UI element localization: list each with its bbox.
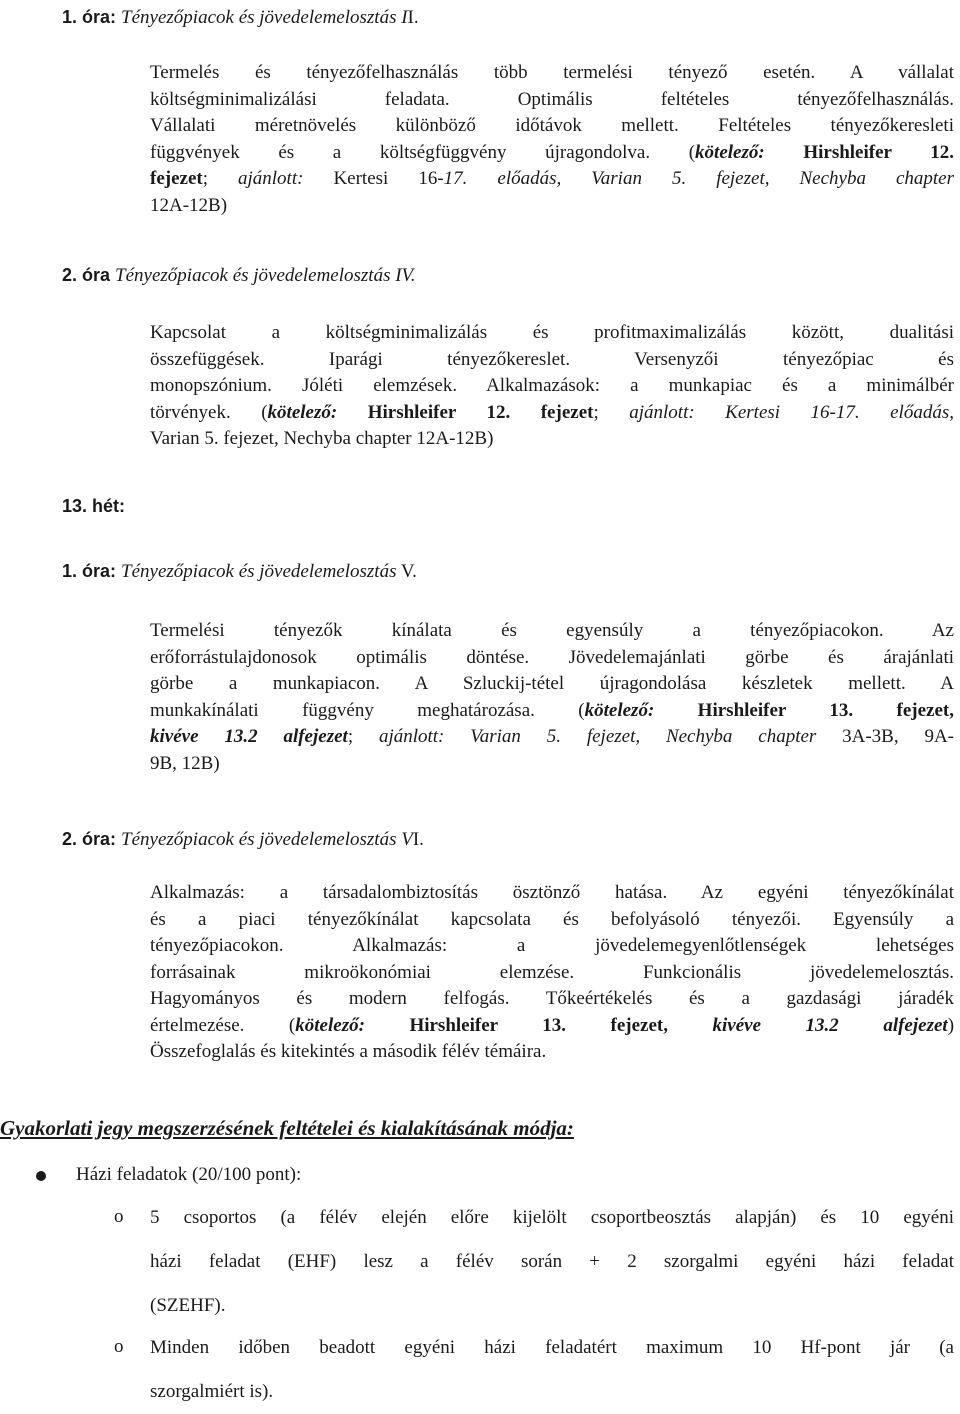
lesson-title: Tényezőpiacok és jövedelemelosztás — [121, 561, 397, 582]
bullet-text: Házi feladatok (20/100 pont): — [76, 1164, 302, 1185]
section-title: Gyakorlati jegy megszerzésének feltételei és kialakításának módja: — [0, 1116, 574, 1140]
text-line: tényezőpiacokon. Alkalmazás: a jövedelemegyenlőtlenségek lehetséges — [150, 935, 954, 956]
bullet-item — [76, 1164, 301, 1186]
text-line: Alkalmazás: a társadalombiztosítás ösztönző hatása. Az egyéni tényezőkínálat — [150, 882, 954, 903]
text-line: házi feladat (EHF) lesz a félév során + 2 szorgalmi egyéni házi feladat — [150, 1251, 954, 1272]
text-line: monopszónium. Jóléti elemzések. Alkalmazások: a munkapiac és a minimálbér — [150, 375, 954, 396]
text-line: munkakínálati függvény meghatározása. (kötelező: Hirshleifer 13. fejezet, — [150, 699, 954, 721]
lesson-heading-3 — [62, 558, 417, 585]
text-line: Termelési tényezők kínálata és egyensúly a tényezőpiacokon. Az — [150, 620, 954, 641]
sub-item-1 — [150, 1196, 954, 1328]
lesson-number: 2. óra — [62, 265, 111, 285]
text-line: 5 csoportos (a félév elején előre kijelölt csoportbeosztás alapján) és 10 egyéni — [150, 1207, 954, 1228]
text-line: (SZEHF). — [150, 1295, 226, 1316]
sub-bullet-icon: o — [114, 1336, 124, 1357]
lesson-title: Tényezőpiacok és jövedelemelosztás IV. — [115, 265, 416, 286]
text-line: törvények. (kötelező: Hirshleifer 12. fejezet; ajánlott: Kertesi 16-17. előadás, — [150, 401, 954, 423]
recommended-label: ajánlott: Kertesi 16-17. előadás, — [629, 401, 954, 423]
text-line: Vállalati méretnövelés különböző időtávok mellett. Feltételes tényezőkeresleti — [150, 115, 954, 136]
text-line: és a piaci tényezőkínálat kapcsolata és befolyásoló tényezői. Egyensúly a — [150, 908, 954, 930]
sub-bullet-icon: o — [114, 1206, 124, 1227]
text-line: Összefoglalás és kitekintés a második félév témáira. — [150, 1041, 547, 1062]
lesson-description-2 — [150, 320, 954, 453]
recommended-label: ajánlott: — [238, 168, 304, 189]
reference: Hirshleifer 12. — [764, 141, 954, 163]
text-line: értelmezése. (kötelező: Hirshleifer 13. fejezet, kivéve 13.2 alfejezet) — [150, 1014, 955, 1036]
required-label: kötelező: — [295, 1014, 365, 1036]
lesson-number: 1. óra: — [62, 7, 117, 27]
lesson-heading-2 — [62, 262, 415, 289]
text-line: fejezet; ajánlott: Kertesi 16-17. előadás, Varian 5. fejezet, Nechyba chapter — [150, 168, 954, 189]
text-line: kivéve 13.2 alfejezet; ajánlott: Varian 5. fejezet, Nechyba chapter 3A-3B, 9A- — [150, 726, 954, 747]
sub-item-2 — [150, 1326, 954, 1414]
lesson-title-suffix: V. — [396, 561, 417, 582]
lesson-title-suffix: I. — [407, 7, 419, 28]
text-line: szorgalmiért is). — [150, 1381, 274, 1402]
text-line: forrásainak mikroökonómiai elemzése. Funkcionális jövedelemelosztás. — [150, 961, 954, 983]
text-line: Termelés és tényezőfelhasználás több termelési tényező esetén. A vállalat — [150, 62, 954, 83]
text-line: költségminimalizálási feladata. Optimális feltételes tényezőfelhasználás. — [150, 88, 954, 110]
lesson-description-3 — [150, 618, 954, 777]
lesson-title: Tényezőpiacok és jövedelemelosztás V — [121, 829, 413, 850]
text-line: Minden időben beadott egyéni házi feladatért maximum 10 Hf-pont jár (a — [150, 1337, 954, 1358]
lesson-heading-4 — [62, 826, 424, 853]
text-line: Varian 5. fejezet, Nechyba chapter 12A-12B) — [150, 428, 494, 449]
text-line: Kapcsolat a költségminimalizálás és profitmaximalizálás között, dualitási — [150, 322, 954, 343]
bullet-icon — [36, 1171, 46, 1181]
text-line: Hagyományos és modern felfogás. Tőkeértékelés és a gazdasági járadék — [150, 988, 954, 1009]
recommended-label: ajánlott: Varian 5. fejezet, Nechyba chapter — [378, 726, 817, 747]
week-label: 13. hét: — [62, 496, 126, 516]
lesson-title: Tényezőpiacok és jövedelemelosztás I — [121, 7, 408, 28]
required-label: kötelező: — [267, 401, 338, 423]
required-label: kötelező: — [695, 141, 765, 163]
required-label: kötelező: — [584, 699, 655, 721]
text-line: 12A-12B) — [150, 194, 228, 216]
text-line: függvények és a költségfüggvény újragondolva. (kötelező: Hirshleifer 12. — [150, 141, 954, 163]
lesson-heading-1 — [62, 4, 419, 31]
text-line: görbe a munkapiacon. A Szluckij-tétel újragondolása készletek mellett. A — [150, 673, 954, 694]
text-line: összefüggések. Iparági tényezőkereslet. Versenyzői tényezőpiac és — [150, 348, 954, 370]
lesson-number: 1. óra: — [62, 561, 117, 581]
lesson-description-4 — [150, 880, 954, 1066]
text-line: erőforrástulajdonosok optimális döntése. Jövedelemajánlati görbe és árajánlati — [150, 646, 954, 668]
lesson-title-suffix: I. — [412, 829, 424, 850]
lesson-description-1 — [150, 60, 954, 219]
text-line: 9B, 12B) — [150, 752, 220, 774]
lesson-number: 2. óra: — [62, 829, 117, 849]
